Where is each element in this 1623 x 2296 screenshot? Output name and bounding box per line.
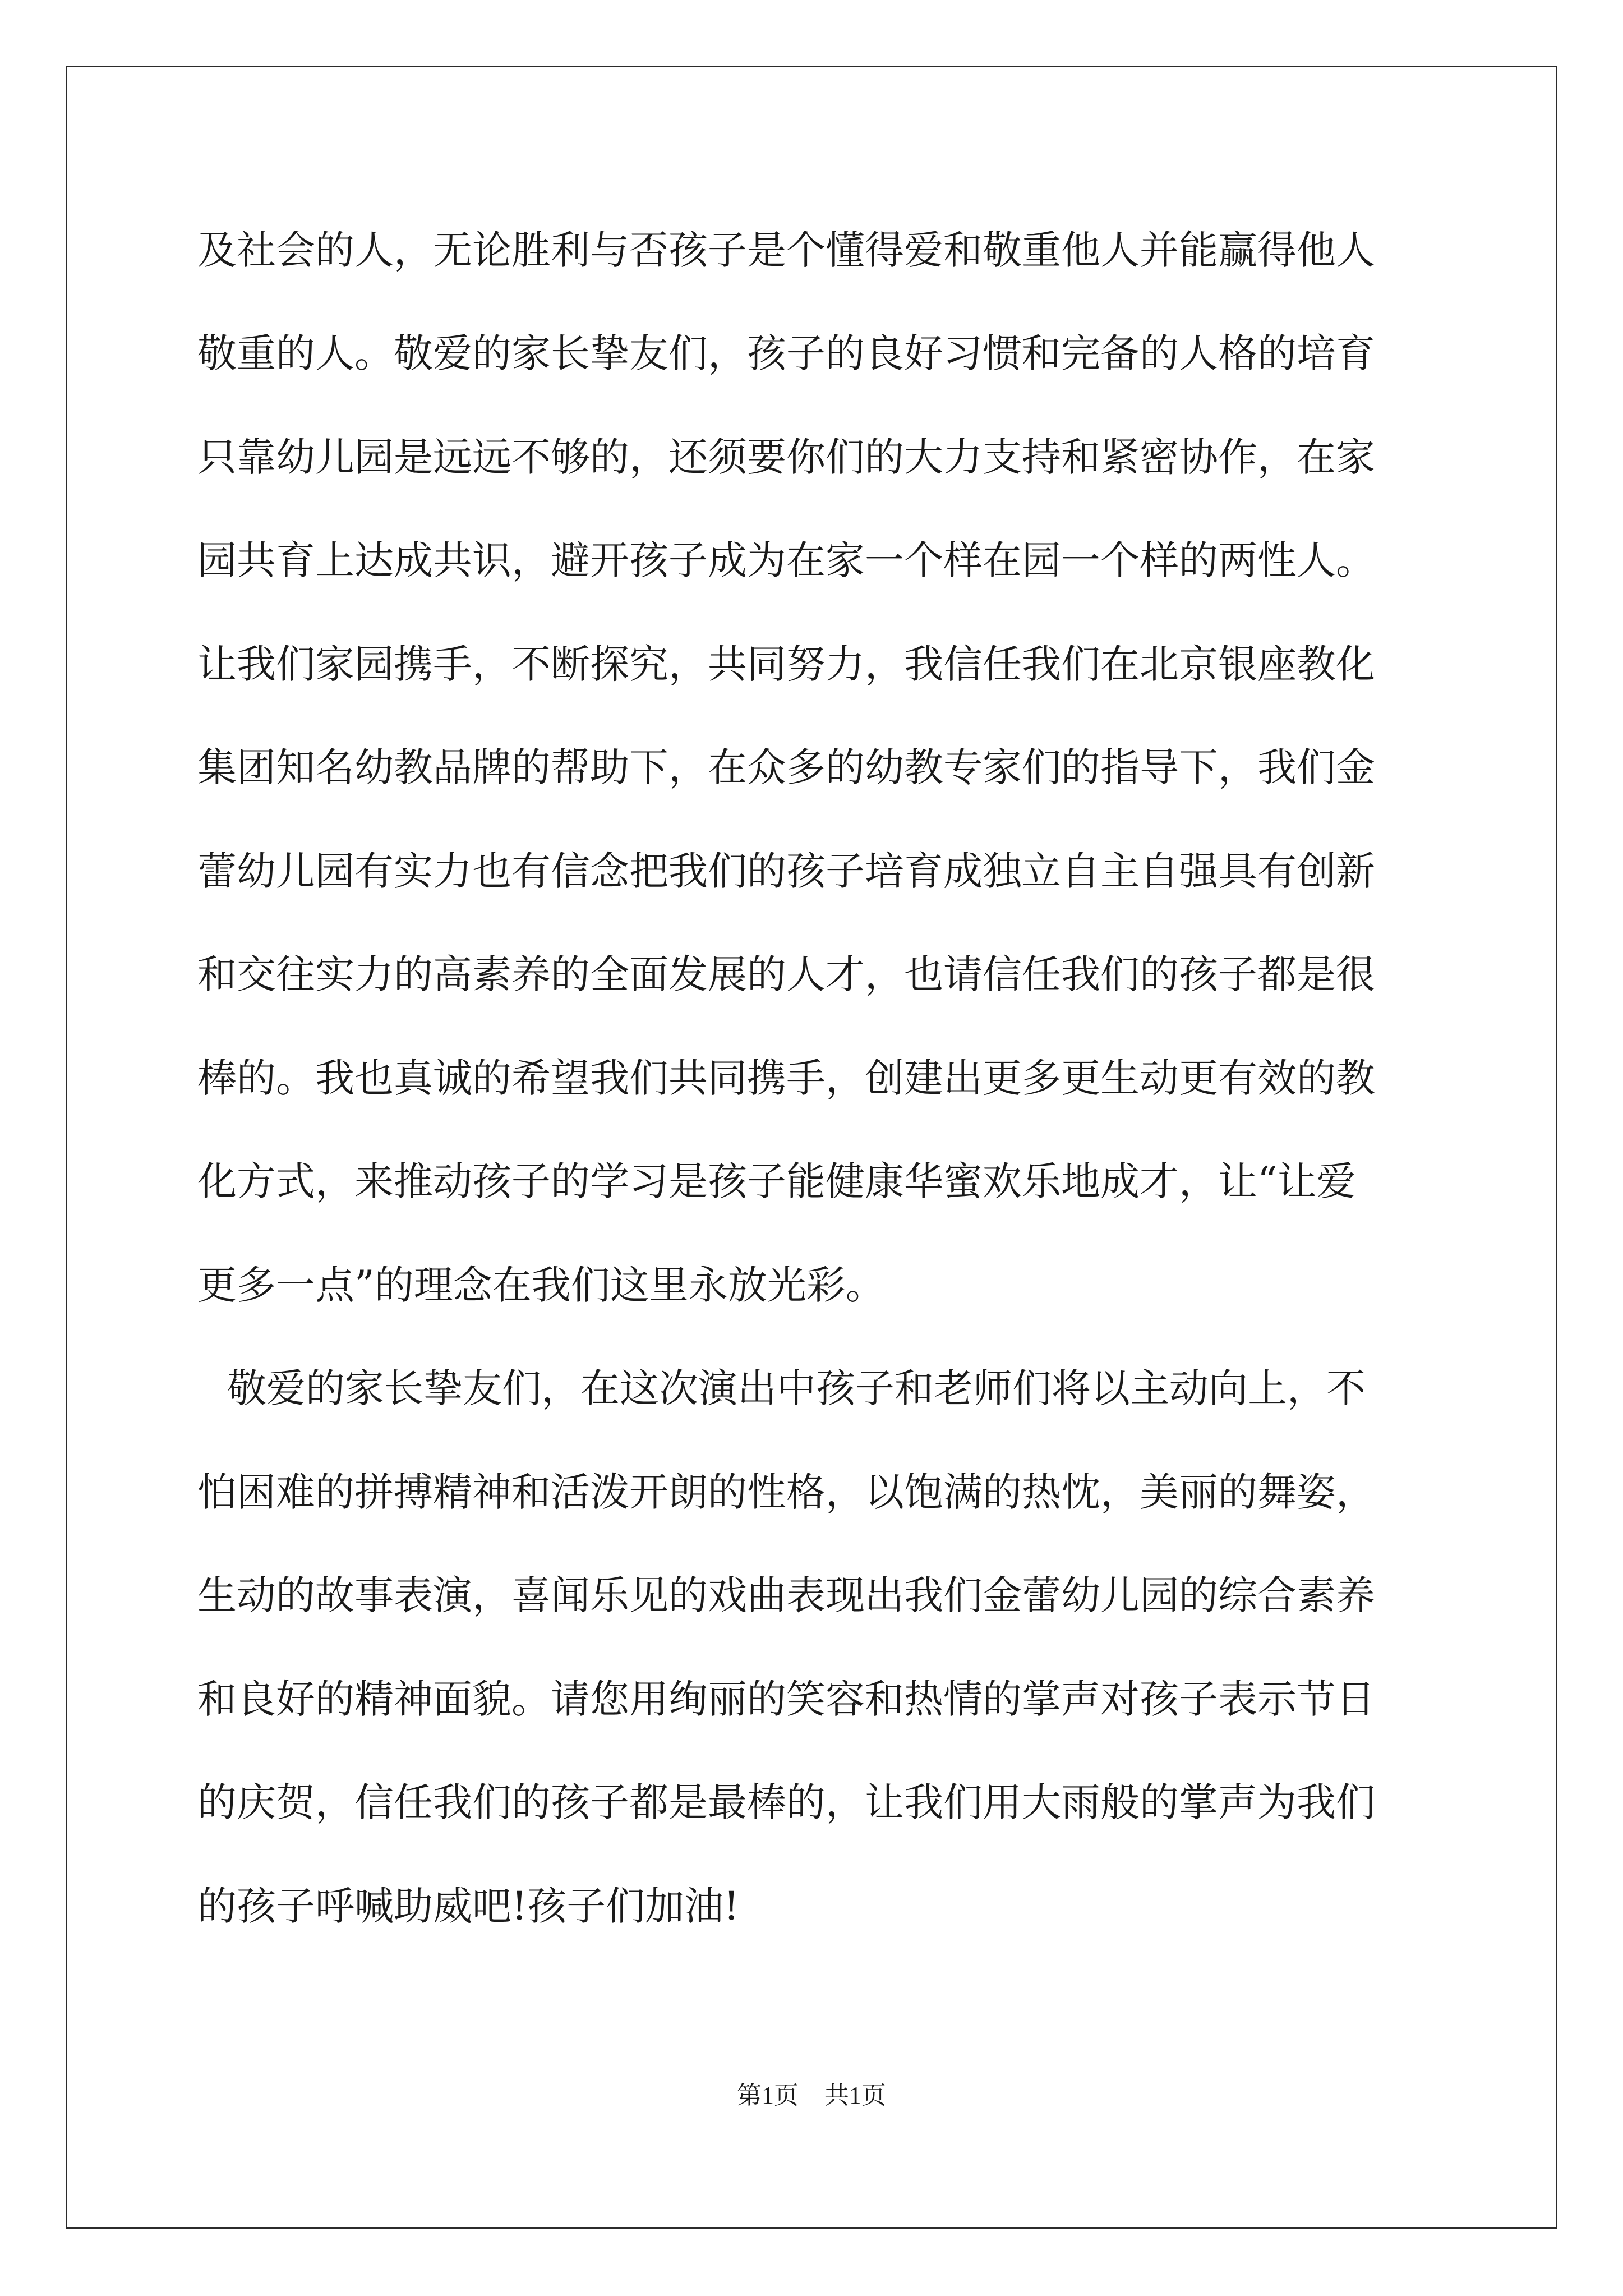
text-line: 及社会的人，无论胜利与否孩子是个懂得爱和敬重他人并能赢得他人 [197,227,1375,273]
text-line: 集团知名幼教品牌的帮助下，在众多的幼教专家们的指导下，我们金 [197,744,1375,790]
text-line: 和良好的精神面貌。请您用绚丽的笑容和热情的掌声对孩子表示节日 [197,1676,1375,1722]
text-line: 敬重的人。敬爱的家长挚友们，孩子的良好习惯和完备的人格的培育 [197,330,1375,376]
text-line: 更多一点”的理念在我们这里永放光彩。 [197,1262,885,1308]
text-line: 园共育上达成共识，避开孩子成为在家一个样在园一个样的两性人。 [197,537,1375,583]
page-total: 共1页 [824,2082,886,2109]
text-line: 蕾幼儿园有实力也有信念把我们的孩子培育成独立自主自强具有创新 [197,848,1375,894]
text-line: 只靠幼儿园是远远不够的，还须要你们的大力支持和紧密协作，在家 [197,434,1375,480]
text-line: 敬爱的家长挚友们，在这次演出中孩子和老师们将以主动向上，不 [227,1365,1366,1411]
text-line: 的庆贺，信任我们的孩子都是最棒的，让我们用大雨般的掌声为我们 [197,1779,1375,1825]
text-line: 生动的故事表演，喜闻乐见的戏曲表现出我们金蕾幼儿园的综合素养 [197,1572,1375,1618]
text-line: 怕困难的拼搏精神和活泼开朗的性格，以饱满的热忱，美丽的舞姿， [197,1469,1375,1515]
page-number: 第1页 [737,2082,799,2109]
page-footer [0,2079,1623,2113]
text-line: 和交往实力的高素养的全面发展的人才，也请信任我们的孩子都是很 [197,951,1375,997]
text-line: 化方式，来推动孩子的学习是孩子能健康华蜜欢乐地成才，让“让爱 [197,1158,1356,1204]
text-line: 的孩子呼喊助威吧!孩子们加油! [197,1883,740,1929]
text-line: 让我们家园携手，不断探究，共同努力，我信任我们在北京银座教化 [197,641,1375,687]
text-line: 棒的。我也真诚的希望我们共同携手，创建出更多更生动更有效的教 [197,1055,1375,1101]
